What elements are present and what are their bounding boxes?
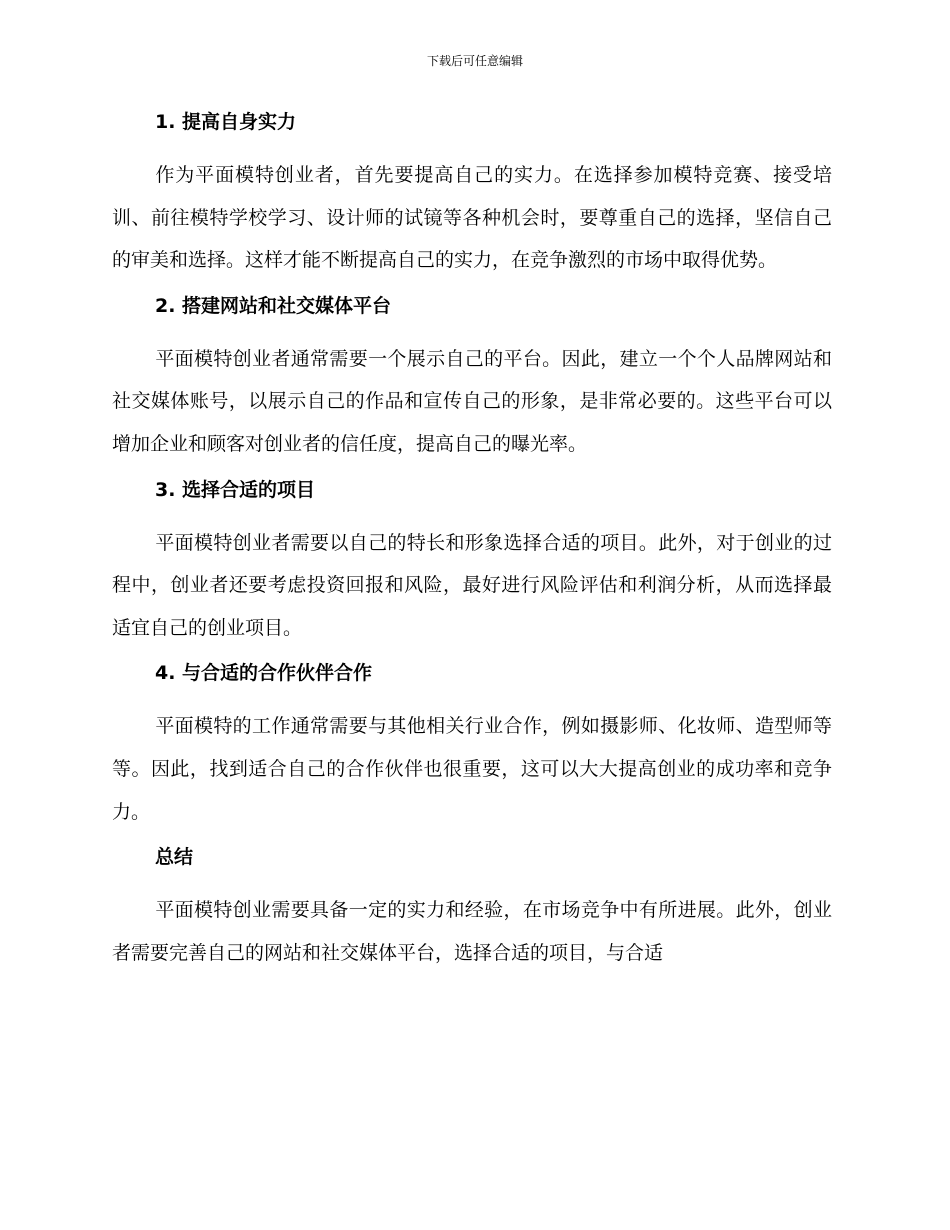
section-3 [112, 476, 832, 650]
section-4 [112, 659, 832, 833]
section-2 [112, 292, 832, 466]
section-heading: 3. 选择合适的项目 [155, 478, 316, 501]
section-heading: 4. 与合适的合作伙伴合作 [155, 662, 373, 685]
section-paragraph: 作为平面模特创业者，首先要提高自己的实力。在选择参加模特竞赛、接受培训、前往模特学校学习、设计师的试镜等各种机会时，要尊重自己的选择，坚信自己的审美和选择。这样才能不断提高自己的实力，在竞争激烈的市场中取得优势。 [112, 164, 832, 272]
section-heading: 2. 搭建网站和社交媒体平台 [155, 294, 392, 317]
section-paragraph: 平面模特的工作通常需要与其他相关行业合作，例如摄影师、化妆师、造型师等等。因此，找到适合自己的合作伙伴也很重要，这可以大大提高创业的成功率和竞争力。 [112, 715, 832, 823]
page-header: 下载后可任意编辑 [426, 54, 523, 68]
section-heading: 1. 提高自身实力 [155, 111, 297, 133]
section-summary [112, 843, 832, 974]
section-heading: 总结 [155, 846, 194, 869]
section-paragraph: 平面模特创业者通常需要一个展示自己的平台。因此，建立一个个人品牌网站和社交媒体账号，以展示自己的作品和宣传自己的形象，是非常必要的。这些平台可以增加企业和顾客对创业者的信任度，提高自己的曝光率。 [112, 347, 832, 455]
section-paragraph: 平面模特创业需要具备一定的实力和经验，在市场竞争中有所进展。此外，创业者需要完善自己的网站和社交媒体平台，选择合适的项目，与合适 [112, 899, 832, 964]
document-body [112, 108, 832, 984]
section-paragraph: 平面模特创业者需要以自己的特长和形象选择合适的项目。此外，对于创业的过程中，创业者还要考虑投资回报和风险，最好进行风险评估和利润分析，从而选择最适宜自己的创业项目。 [112, 531, 832, 639]
section-1 [112, 108, 832, 282]
